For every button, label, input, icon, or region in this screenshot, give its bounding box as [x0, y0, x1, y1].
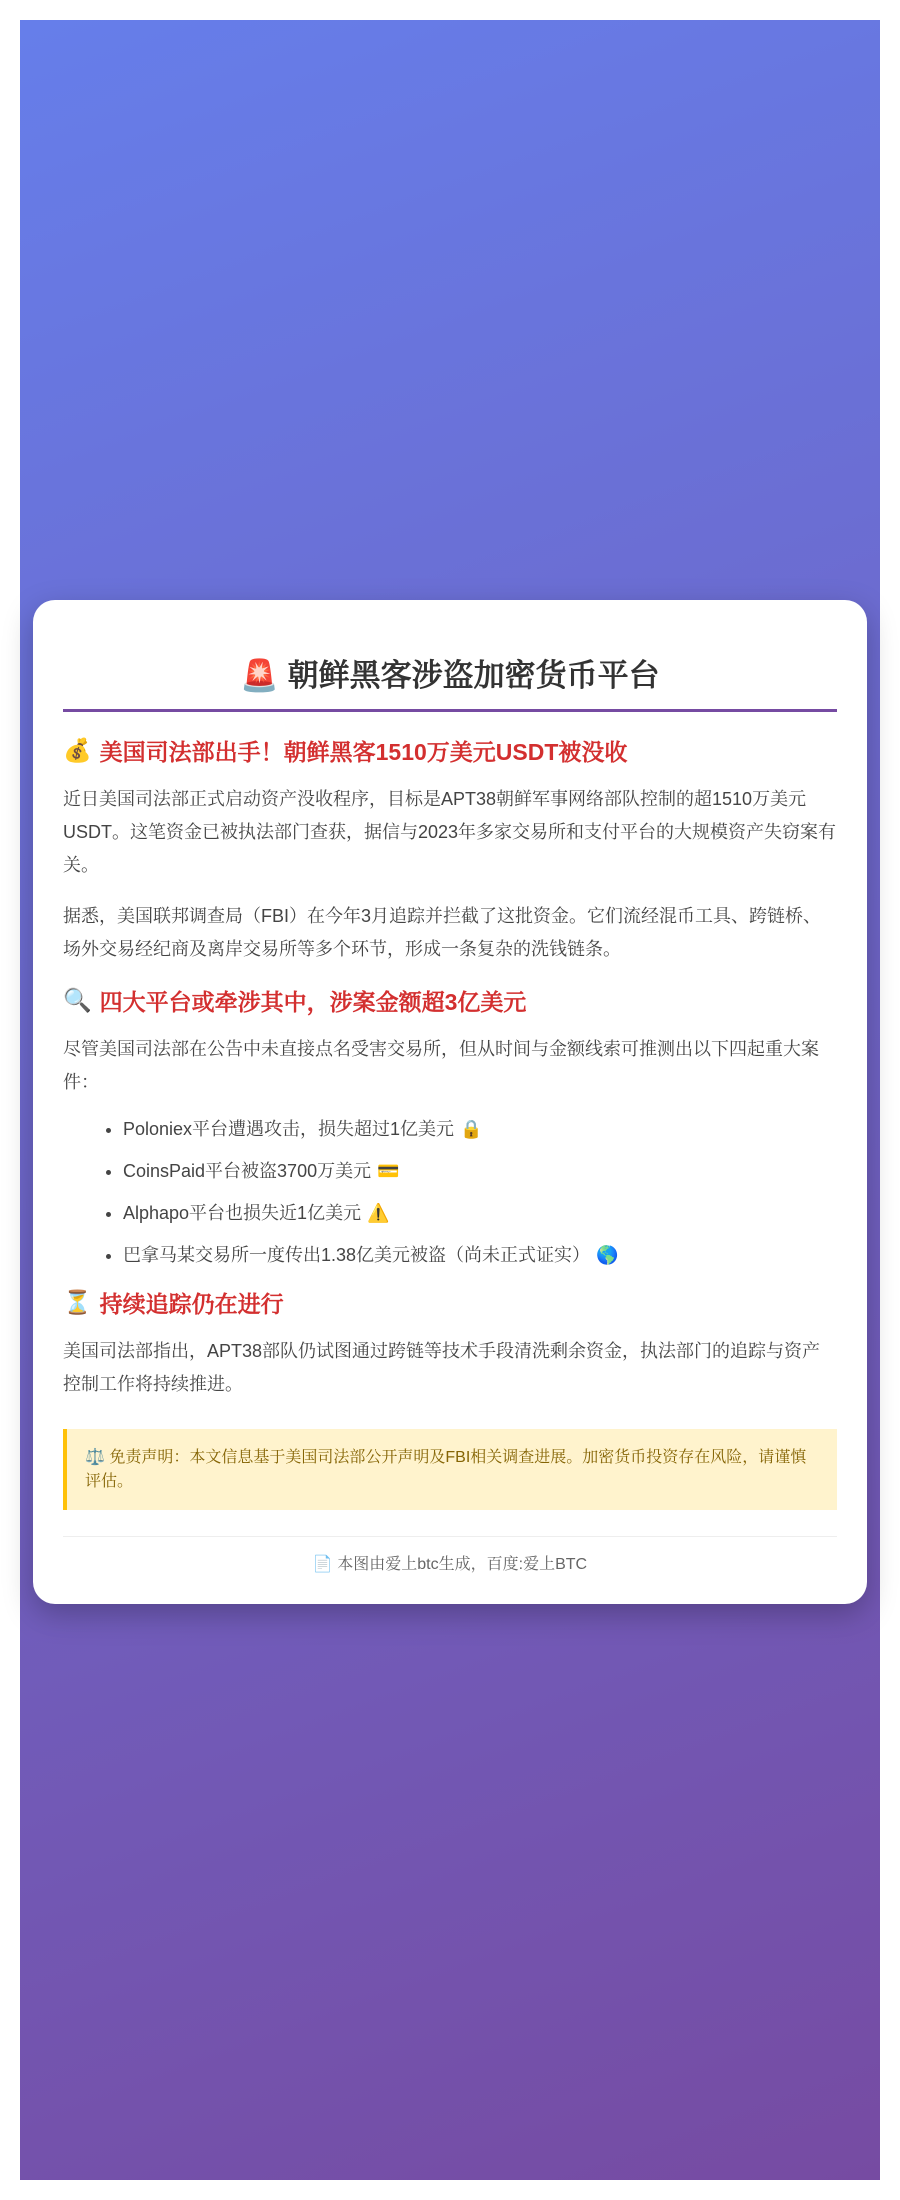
section-heading: [63, 1286, 837, 1319]
siren-icon: 🚨: [240, 658, 279, 694]
list-item: [123, 1243, 837, 1268]
list-item-text: Poloniex平台遭遇攻击，损失超过1亿美元: [123, 1119, 455, 1139]
section-heading-text: 四大平台或牵涉其中，涉案金额超3亿美元: [99, 989, 527, 1015]
paragraph: 美国司法部指出，APT38部队仍试图通过跨链等技术手段清洗剩余资金，执法部门的追踪与资产控制工作将持续推进。: [63, 1341, 821, 1394]
credit-card-icon: 💳: [377, 1161, 400, 1182]
globe-icon: 🌎: [596, 1245, 619, 1266]
document-icon: 📄: [312, 1554, 333, 1573]
section-heading-text: 美国司法部出手！朝鲜黑客1510万美元USDT被没收: [99, 739, 628, 765]
article-card: [33, 600, 867, 1604]
footer: [63, 1536, 837, 1574]
disclaimer-box: [63, 1429, 837, 1510]
warning-icon: ⚠️: [367, 1203, 390, 1224]
list-item-text: CoinsPaid平台被盗3700万美元: [123, 1161, 372, 1181]
list-item: [123, 1159, 837, 1184]
paragraph: 尽管美国司法部在公告中未直接点名受害交易所，但从时间与金额线索可推测出以下四起重大案件：: [63, 1039, 819, 1092]
list-item-text: 巴拿马某交易所一度传出1.38亿美元被盗（尚未正式证实）: [123, 1245, 591, 1265]
magnifier-icon: 🔍: [63, 988, 92, 1014]
gradient-background: [20, 20, 880, 2180]
money-bag-icon: 💰: [63, 738, 92, 764]
page-title: [63, 650, 837, 712]
list-item: [123, 1201, 837, 1226]
hourglass-icon: ⏳: [63, 1290, 92, 1316]
list-item-text: Alphapo平台也损失近1亿美元: [123, 1203, 362, 1223]
paragraph: 据悉，美国联邦调查局（FBI）在今年3月追踪并拦截了这批资金。它们流经混币工具、跨链桥、场外交易经纪商及离岸交易所等多个环节，形成一条复杂的洗钱链条。: [63, 906, 822, 959]
section-heading: [63, 984, 837, 1017]
list-item: [123, 1117, 837, 1142]
case-list: [63, 1117, 837, 1268]
disclaimer-text: 免责声明：本文信息基于美国司法部公开声明及FBI相关调查进展。加密货币投资存在风险，请谨慎评估。: [85, 1449, 807, 1490]
page-title-text: 朝鲜黑客涉盗加密货币平台: [287, 658, 660, 693]
scales-icon: ⚖️: [85, 1447, 105, 1466]
lock-icon: 🔒: [460, 1119, 483, 1140]
footer-text: 本图由爱上btc生成，百度:爱上BTC: [337, 1556, 588, 1573]
section-heading-text: 持续追踪仍在进行: [99, 1291, 284, 1317]
paragraph: 近日美国司法部正式启动资产没收程序，目标是APT38朝鲜军事网络部队控制的超1510万美元USDT。这笔资金已被执法部门查获，据信与2023年多家交易所和支付平台的大规模资产失窃案有关。: [63, 789, 837, 875]
section-heading: [63, 734, 837, 767]
